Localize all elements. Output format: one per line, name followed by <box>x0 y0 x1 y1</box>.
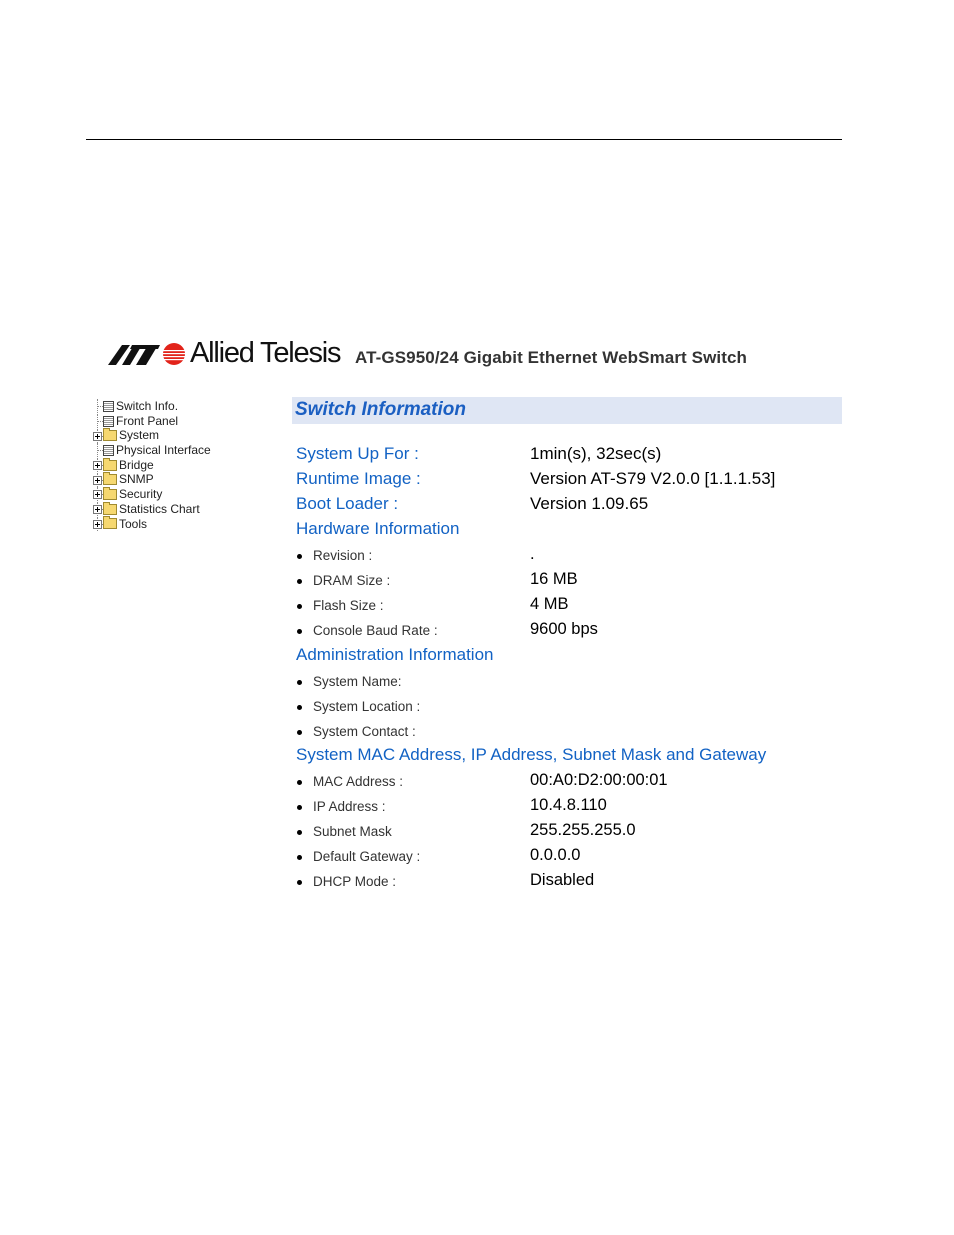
flash-size-label: Flash Size : <box>313 598 384 613</box>
bullet-icon <box>297 680 302 685</box>
folder-icon <box>103 504 117 515</box>
expand-plus-icon[interactable] <box>93 476 102 485</box>
dram-size-label: DRAM Size : <box>313 573 391 588</box>
tree-item-front-panel[interactable] <box>92 414 282 429</box>
mac-address-label: MAC Address : <box>313 774 404 789</box>
system-location-row <box>296 696 836 721</box>
folder-icon <box>103 460 117 471</box>
folder-icon <box>103 430 117 441</box>
bullet-icon <box>297 730 302 735</box>
dhcp-mode-row <box>296 871 836 896</box>
administration-heading: Administration Information <box>296 645 494 664</box>
tree-item-security[interactable] <box>92 487 282 502</box>
bullet-icon <box>297 579 302 584</box>
runtime-image-label: Runtime Image : <box>296 469 421 488</box>
tree-item-system[interactable] <box>92 428 282 443</box>
system-up-for-row <box>296 444 836 469</box>
revision-label: Revision : <box>313 548 373 563</box>
system-contact-row <box>296 721 836 746</box>
tree-item-label: Switch Info. <box>116 399 179 413</box>
system-contact-label: System Contact : <box>313 724 416 739</box>
expand-plus-icon[interactable] <box>93 461 102 470</box>
default-gateway-value: 0.0.0.0 <box>530 846 581 864</box>
administration-section <box>296 645 836 670</box>
bullet-icon <box>297 855 302 860</box>
tree-item-statistics-chart[interactable] <box>92 502 282 517</box>
system-name-label: System Name: <box>313 674 402 689</box>
tree-item-label: Statistics Chart <box>119 501 200 516</box>
tree-item-switch-info[interactable] <box>92 399 282 414</box>
tree-item-bridge[interactable] <box>92 458 282 473</box>
page-icon <box>103 445 114 456</box>
folder-icon <box>103 518 117 529</box>
ip-address-row <box>296 796 836 821</box>
system-name-row <box>296 671 836 696</box>
page-title-bar <box>292 397 842 424</box>
bullet-icon <box>297 554 302 559</box>
bullet-icon <box>297 604 302 609</box>
boot-loader-label: Boot Loader : <box>296 494 399 513</box>
expand-plus-icon[interactable] <box>93 490 102 499</box>
product-name: AT-GS950/24 Gigabit Ethernet WebSmart Switch <box>355 348 748 367</box>
system-up-for-label: System Up For : <box>296 444 419 463</box>
tree-item-label: SNMP <box>119 472 154 487</box>
console-baud-rate-label: Console Baud Rate : <box>313 623 438 638</box>
flash-size-value: 4 MB <box>530 595 569 613</box>
mac-address-row <box>296 771 836 796</box>
boot-loader-value: Version 1.09.65 <box>530 494 649 513</box>
mac-address-value: 00:A0:D2:00:00:01 <box>530 771 668 789</box>
dram-size-row <box>296 570 836 595</box>
tree-item-snmp[interactable] <box>92 472 282 487</box>
subnet-mask-row <box>296 821 836 846</box>
expand-plus-icon[interactable] <box>93 432 102 441</box>
default-gateway-row <box>296 846 836 871</box>
brand-name: Allied Telesis <box>190 337 341 369</box>
tree-item-label: Front Panel <box>116 413 179 428</box>
nav-tree <box>92 399 282 531</box>
tree-item-tools[interactable] <box>92 517 282 532</box>
ip-address-value: 10.4.8.110 <box>530 796 607 814</box>
tree-item-label: System <box>119 428 160 443</box>
expand-plus-icon[interactable] <box>93 520 102 529</box>
network-section <box>296 745 836 770</box>
runtime-image-value: Version AT-S79 V2.0.0 [1.1.1.53] <box>530 469 776 488</box>
page-title: Switch Information <box>295 399 466 420</box>
subnet-mask-value: 255.255.255.0 <box>530 821 636 839</box>
folder-icon <box>103 489 117 500</box>
network-heading: System MAC Address, IP Address, Subnet Mask and Gateway <box>296 745 767 764</box>
boot-loader-row <box>296 494 836 519</box>
page-divider <box>86 139 842 140</box>
brand-mark-icon <box>108 341 188 367</box>
hardware-section <box>296 519 836 544</box>
runtime-image-row <box>296 469 836 494</box>
page-icon <box>103 401 114 412</box>
tree-item-label: Security <box>119 487 163 502</box>
dram-size-value: 16 MB <box>530 570 578 588</box>
dhcp-mode-label: DHCP Mode : <box>313 874 397 889</box>
system-up-for-value: 1min(s), 32sec(s) <box>530 444 662 463</box>
bullet-icon <box>297 805 302 810</box>
revision-row <box>296 545 836 570</box>
tree-item-label: Physical Interface <box>116 443 211 458</box>
tree-item-label: Bridge <box>119 457 154 472</box>
subnet-mask-label: Subnet Mask <box>313 824 392 839</box>
bullet-icon <box>297 705 302 710</box>
dhcp-mode-value: Disabled <box>530 871 595 889</box>
expand-plus-icon[interactable] <box>93 505 102 514</box>
switch-web-ui <box>88 330 842 908</box>
bullet-icon <box>297 629 302 634</box>
flash-size-row <box>296 595 836 620</box>
folder-icon <box>103 474 117 485</box>
tree-item-physical-interface[interactable] <box>92 443 282 458</box>
bullet-icon <box>297 880 302 885</box>
console-baud-rate-value: 9600 bps <box>530 620 598 638</box>
revision-value: . <box>530 545 535 563</box>
system-location-label: System Location : <box>313 699 421 714</box>
tree-item-label: Tools <box>119 516 148 531</box>
ip-address-label: IP Address : <box>313 799 386 814</box>
bullet-icon <box>297 780 302 785</box>
bullet-icon <box>297 830 302 835</box>
console-baud-rate-row <box>296 620 836 645</box>
page-icon <box>103 416 114 427</box>
default-gateway-label: Default Gateway : <box>313 849 421 864</box>
hardware-heading: Hardware Information <box>296 519 460 538</box>
